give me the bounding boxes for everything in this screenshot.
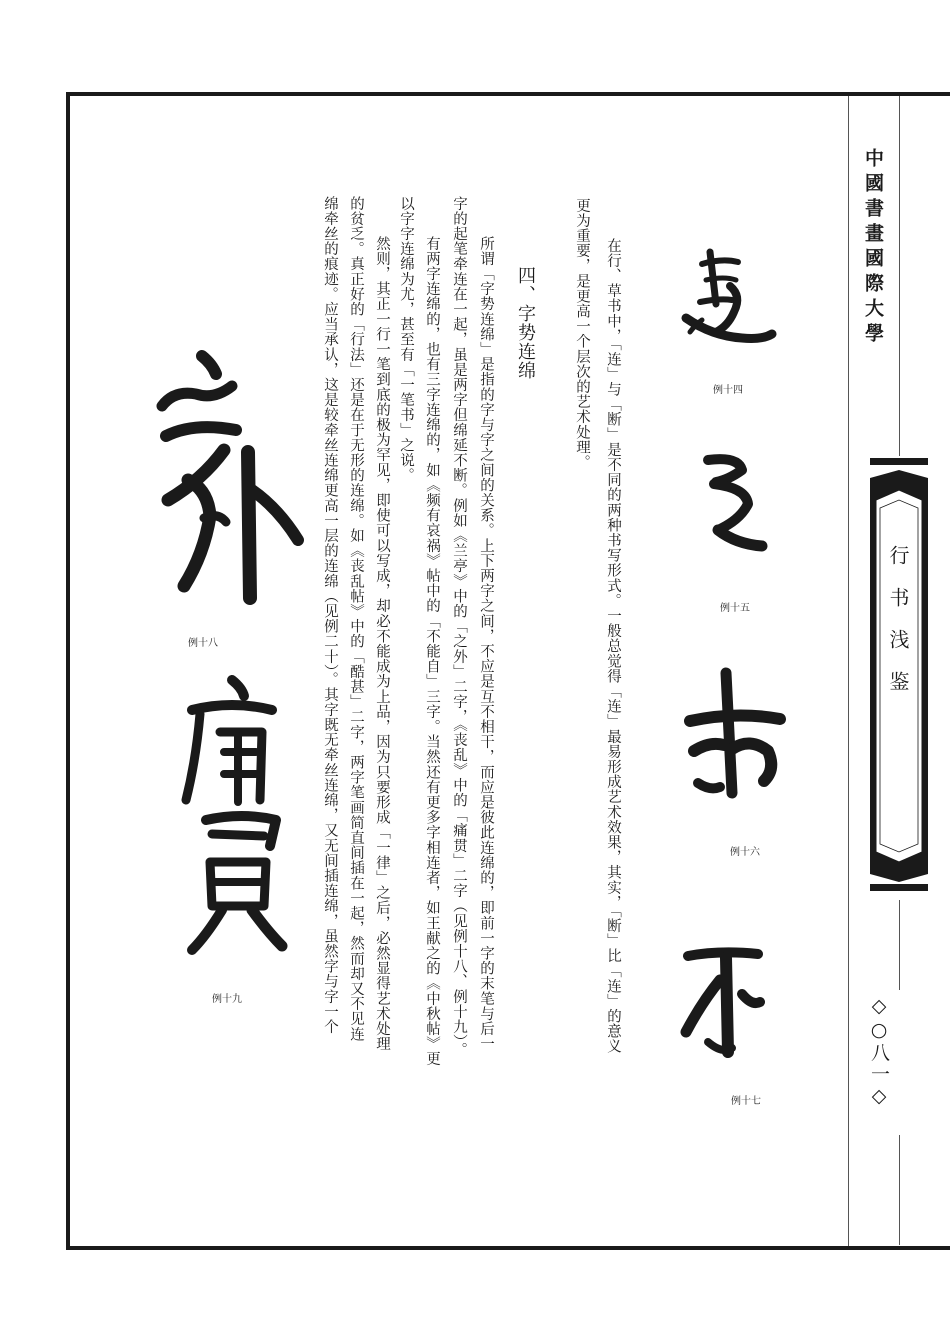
plaque-bar-top [870, 458, 928, 465]
text-column-1: 在行、草书中，「连」与「断」是不同的两种书写形式。一般总觉得「连」最易形成艺术效果，其实，「断」比「连」的意义 [605, 238, 621, 1054]
caption-example-18: 例十八 [188, 638, 218, 649]
calligraphy-example-19 [172, 670, 312, 980]
caption-example-16: 例十六 [730, 847, 760, 858]
text-column-3: 所谓「字势连绵」是指的字与字之间的关系。上下两字之间，不应是互不相干，而应是彼此连绵的，即前一字的末笔与后一 [478, 236, 494, 1052]
sidebar-line-bottom [899, 1135, 900, 1245]
university-name: 中國書畫國際大學 [862, 148, 884, 348]
text-column-4: 字的起笔牵连在一起，虽是两字但绵延不断。例如《兰亭》中的「之外」二字，《丧乱》中的「痛贯」二字（见例十八、例十九）。 [451, 196, 467, 1058]
text-column-5: 有两字连绵的，也有三字连绵的，如《频有哀祸》帖中的「不能自」三字。当然还有更多字相连者，如王献之的《中秋帖》更 [424, 236, 440, 1067]
calligraphy-example-16 [680, 665, 790, 815]
calligraphy-example-17 [672, 932, 782, 1062]
caption-example-19: 例十九 [212, 994, 242, 1005]
sidebar-line-mid [899, 900, 900, 990]
section-heading: 四、字势连绵 [515, 266, 536, 380]
caption-example-14: 例十四 [713, 385, 743, 396]
text-column-9: 绵牵丝的痕迹。应当承认，这是较牵丝连绵更高一层的连绵（见例二十）。其字既无牵丝连绵，又无间插连绵，虽然字与字一个 [322, 196, 338, 1035]
text-column-8: 的贫乏。真正好的「行法」还是在于无形的连绵。如《丧乱帖》中的「酷甚」二字，两字笔画简直间插在一起，然而却又不见连 [348, 196, 364, 1042]
calligraphy-example-15 [688, 448, 778, 568]
text-column-7: 然则，其正一行一笔到底的极为罕见，即使可以写成，却必不能成为上品，因为只要形成「一律」之后，必然显得艺术处理 [374, 236, 390, 1052]
caption-example-17: 例十七 [731, 1096, 761, 1107]
text-column-2: 更为重要，是更高一个层次的艺术处理。 [574, 198, 590, 470]
page-number: ◇○八一◇ [868, 995, 890, 1109]
book-title: 行书浅鉴 [886, 545, 910, 713]
plaque-bar-bottom [870, 884, 928, 891]
text-column-6: 以字字连绵为尤，甚至有「一笔书」之说。 [398, 196, 414, 483]
caption-example-15: 例十五 [720, 603, 750, 614]
calligraphy-example-18 [148, 340, 318, 620]
sidebar-line-top [899, 96, 900, 456]
calligraphy-example-14 [672, 240, 782, 360]
sidebar-divider [848, 96, 849, 1246]
